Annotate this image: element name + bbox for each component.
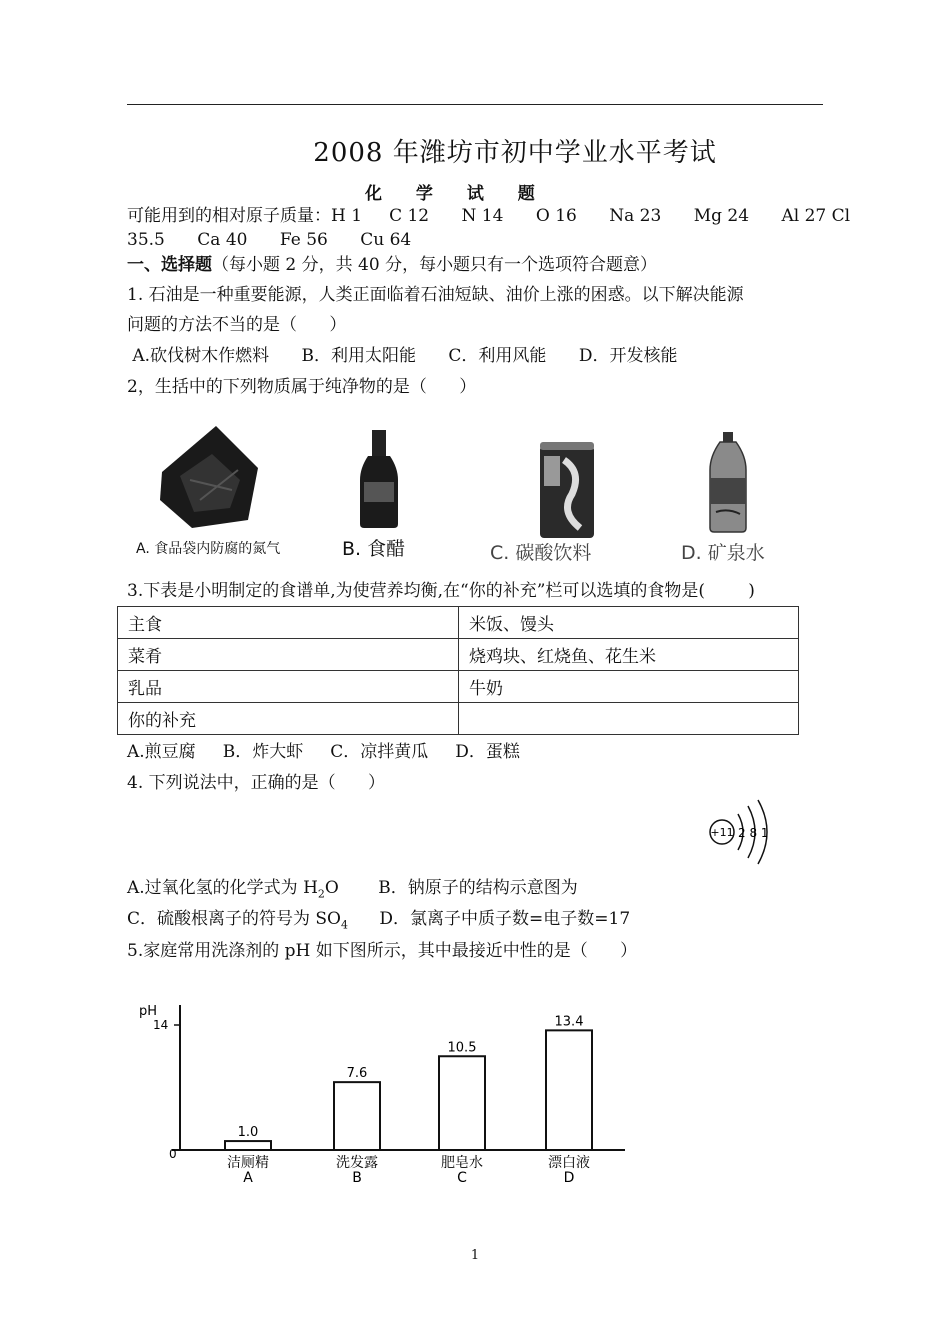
exam-subtitle: 化 学 试 题 — [365, 184, 549, 204]
table-cell: 菜肴 — [118, 639, 459, 671]
vinegar-bottle-image — [360, 430, 398, 528]
category-letter: D — [563, 1170, 575, 1186]
atomic-masses-line1: H 1 C 12 N 14 O 16 Na 23 Mg 24 Al 27 Cl — [331, 206, 851, 226]
soda-can-image — [540, 442, 594, 538]
table-cell: 你的补充 — [118, 703, 459, 735]
table-row — [118, 607, 799, 639]
category-label: 漂白液 — [548, 1155, 590, 1171]
y-axis-label: pH — [139, 1004, 158, 1019]
q4-stem: 4. 下列说法中，正确的是（ ） — [127, 773, 386, 793]
food-bag-image — [160, 426, 258, 528]
top-rule — [127, 104, 823, 105]
category-letter: B — [352, 1170, 362, 1186]
atomic-masses-line2: 35.5 Ca 40 Fe 56 Cu 64 — [127, 230, 412, 250]
bar-d — [546, 1030, 592, 1150]
diet-table — [117, 606, 799, 735]
table-cell: 烧鸡块、红烧鱼、花生米 — [459, 639, 799, 671]
bar-value-label: 13.4 — [554, 1014, 584, 1030]
q4-option-d: D．氯离子中质子数=电子数=17 — [379, 909, 631, 929]
table-row — [118, 639, 799, 671]
q2-label-b: B. 食醋 — [342, 538, 406, 560]
section-heading — [127, 254, 657, 276]
category-label: 洗发露 — [336, 1155, 378, 1171]
bar-c — [439, 1056, 485, 1150]
category-letter: C — [457, 1170, 467, 1186]
q3-stem: 3.下表是小明制定的食谱单,为使营养均衡,在“你的补充”栏可以选填的食物是( ) — [127, 581, 755, 601]
y-tick-label-0: 0 — [169, 1147, 177, 1161]
table-cell: 米饭、馒头 — [459, 607, 799, 639]
exam-title: 2008 年潍坊市初中学业水平考试 — [313, 138, 717, 168]
mineral-water-image — [710, 432, 746, 532]
page-number: 1 — [470, 1248, 480, 1263]
q4-options-ab — [127, 877, 578, 905]
bar-value-label: 1.0 — [237, 1125, 259, 1141]
q2-label-a: A. 食品袋内防腐的氮气 — [136, 541, 281, 557]
table-row — [118, 671, 799, 703]
q4-option-c — [127, 909, 348, 932]
table-cell: 乳品 — [118, 671, 459, 703]
bar-value-label: 10.5 — [447, 1040, 477, 1056]
atomic-masses — [127, 204, 851, 252]
q4-options-cd — [127, 908, 630, 936]
q4-option-a-sub: 2 — [317, 887, 325, 901]
q4-option-c-text: C．硫酸根离子的符号为 SO — [127, 909, 341, 929]
q1-stem-line1: 1. 石油是一种重要能源，人类正面临着石油短缺、油价上涨的困惑。以下解决能源 — [127, 285, 744, 305]
q4-option-a-tail: O — [324, 878, 339, 898]
atomic-masses-label: 可能用到的相对原子质量： — [127, 206, 331, 226]
section-title: 一、选择题 — [127, 255, 212, 275]
ph-bar-chart — [125, 995, 645, 1190]
q3-options: A.煎豆腐 B．炸大虾 C．凉拌黄瓜 D．蛋糕 — [127, 742, 520, 762]
bar-value-label: 7.6 — [346, 1066, 368, 1082]
section-note: （每小题 2 分，共 40 分，每小题只有一个选项符合题意） — [212, 255, 658, 275]
q1-options: A.砍伐树木作燃料 B．利用太阳能 C．利用风能 D．开发核能 — [127, 346, 678, 366]
category-label: 肥皂水 — [441, 1155, 483, 1171]
table-row — [118, 703, 799, 735]
sodium-atom-diagram — [700, 796, 780, 868]
q4-option-b: B．钠原子的结构示意图为 — [378, 878, 578, 898]
q1-stem-line2: 问题的方法不当的是（ ） — [127, 315, 347, 335]
table-cell: 主食 — [118, 607, 459, 639]
q4-option-a — [127, 878, 339, 901]
y-tick-label-14: 14 — [153, 1018, 169, 1032]
atom-nucleus-label: +11 — [710, 826, 734, 839]
q2-label-d: D. 矿泉水 — [681, 542, 765, 564]
q2-label-c: C. 碳酸饮料 — [490, 542, 592, 564]
q2-stem: 2，生括中的下列物质属于纯净物的是（ ） — [127, 377, 477, 397]
table-cell — [459, 703, 799, 735]
bar-a — [225, 1141, 271, 1150]
category-letter: A — [243, 1170, 253, 1186]
bar-b — [334, 1082, 380, 1150]
q5-stem: 5.家庭常用洗涤剂的 pH 如下图所示，其中最接近中性的是（ ） — [127, 941, 638, 961]
table-cell: 牛奶 — [459, 671, 799, 703]
atom-shell-electrons: 2 8 1 — [738, 826, 769, 840]
category-label: 洁厕精 — [227, 1155, 269, 1171]
q4-option-a-text: A.过氧化氢的化学式为 H — [127, 878, 318, 898]
q4-option-c-sub: 4 — [341, 918, 348, 932]
